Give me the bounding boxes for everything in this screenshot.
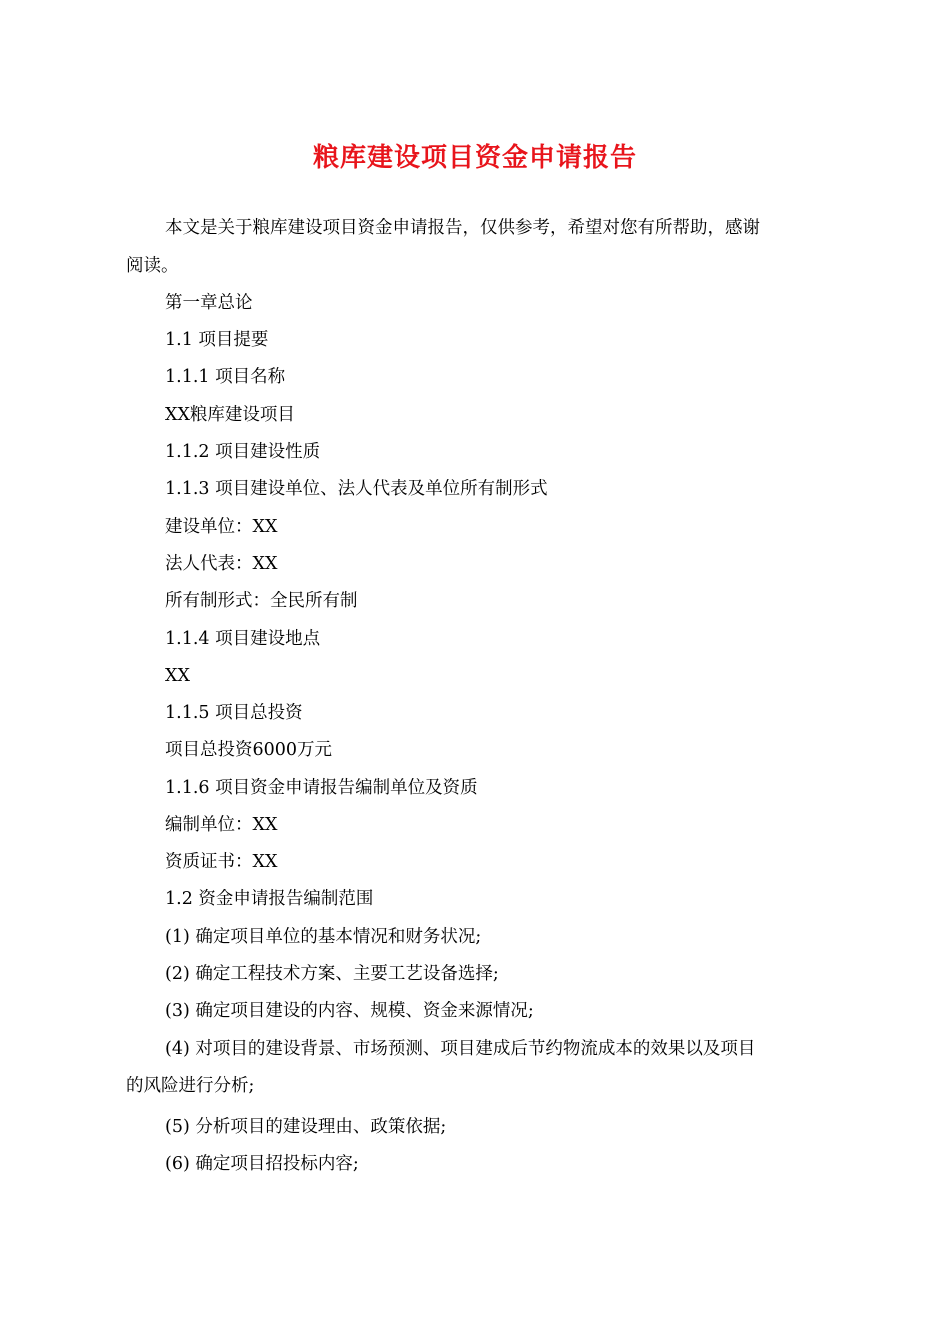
body-line: 建设单位：XX	[165, 517, 278, 537]
body-line: 资质证书：XX	[165, 852, 278, 872]
list-item: (5) 分析项目的建设理由、政策依据;	[165, 1117, 447, 1137]
body-line: 项目总投资6000万元	[165, 740, 333, 760]
body-line: XX	[165, 666, 190, 686]
body-line: 所有制形式：全民所有制	[165, 591, 358, 611]
chapter-heading: 第一章总论	[165, 293, 253, 313]
subsection-heading: 1.1.6 项目资金申请报告编制单位及资质	[165, 778, 478, 798]
body-line: XX粮库建设项目	[165, 405, 295, 425]
body-line: 法人代表：XX	[165, 554, 278, 574]
list-item-continued: 的风险进行分析;	[126, 1076, 255, 1096]
section-heading: 1.1 项目提要	[165, 330, 269, 350]
list-item: (6) 确定项目招投标内容;	[165, 1154, 359, 1174]
intro-line-1: 本文是关于粮库建设项目资金申请报告，仅供参考，希望对您有所帮助，感谢	[165, 218, 760, 238]
list-item: (4) 对项目的建设背景、市场预测、项目建成后节约物流成本的效果以及项目	[165, 1039, 756, 1059]
subsection-heading: 1.1.3 项目建设单位、法人代表及单位所有制形式	[165, 479, 548, 499]
list-item: (2) 确定工程技术方案、主要工艺设备选择;	[165, 964, 499, 984]
section-heading: 1.2 资金申请报告编制范围	[165, 889, 374, 909]
intro-line-2: 阅读。	[126, 256, 179, 276]
subsection-heading: 1.1.1 项目名称	[165, 367, 286, 387]
subsection-heading: 1.1.2 项目建设性质	[165, 442, 321, 462]
subsection-heading: 1.1.4 项目建设地点	[165, 629, 321, 649]
body-line: 编制单位：XX	[165, 815, 278, 835]
document-title: 粮库建设项目资金申请报告	[312, 143, 637, 173]
list-item: (1) 确定项目单位的基本情况和财务状况;	[165, 927, 482, 947]
subsection-heading: 1.1.5 项目总投资	[165, 703, 303, 723]
list-item: (3) 确定项目建设的内容、规模、资金来源情况;	[165, 1001, 534, 1021]
